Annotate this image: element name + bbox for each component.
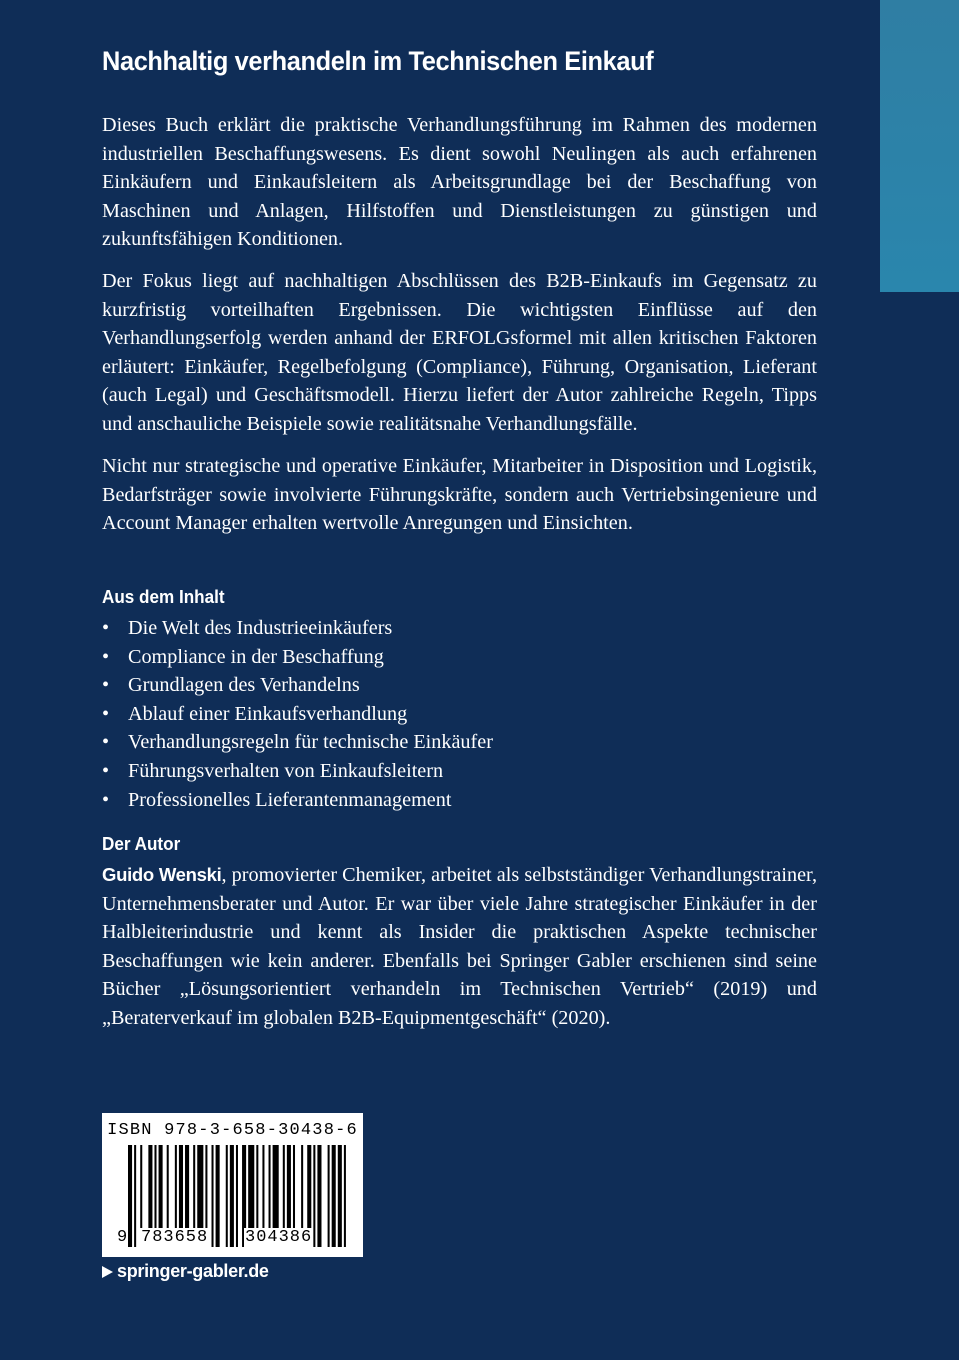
list-item: • Führungsverhalten von Einkaufsleitern [102, 757, 493, 786]
publisher-link[interactable] [102, 1261, 269, 1282]
author-name: Guido Wenski [102, 864, 222, 885]
barcode-digit-first: 9 [117, 1228, 128, 1247]
paragraph-intro: Dieses Buch erklärt die praktische Verhandlungsführung im Rahmen des modernen industriellen Beschaffungswesens. Es dient sowohl Neulingen als auch erfahrenen Einkäufern und Einkaufsleitern als Arbeitsgrundlage bei der Beschaffung von Maschinen und Anlagen, Hilfstoffen und Dienstleistungen zu günstigen und zukunftsfähigen Konditionen. [102, 114, 817, 251]
author-heading: Der Autor [102, 834, 181, 854]
barcode-bar [216, 1145, 220, 1247]
barcode-bar [236, 1145, 238, 1247]
author-bio-text: , promovierter Chemiker, arbeitet als selbstständiger Verhandlungstrainer, Unternehmensberater und Autor. Er war über viele Jahre strategischer Einkäufer in der Halbleiterindustrie und kennt als Insider die praktischen Aspekte technischer Beschaffungen wie kein anderer. Ebenfalls bei Springer Gabler erschienen sind seine Bücher „Lösungsorientiert verhandeln im Technischen Vertrieb“ (2019) und „Beraterverkauf im globalen B2B-Equipmentgeschäft“ (2020). [102, 864, 817, 1029]
barcode-bar [338, 1145, 342, 1247]
barcode-bar [134, 1145, 136, 1247]
barcode-digit-group-2: 304386 [245, 1228, 313, 1247]
isbn-label: ISBN 978-3-658-30438-6 [107, 1121, 358, 1140]
isbn-barcode [102, 1113, 363, 1257]
contents-heading: Aus dem Inhalt [102, 587, 225, 607]
barcode-bar [344, 1145, 346, 1247]
list-item: • Grundlagen des Verhandelns [102, 671, 493, 700]
list-item: • Verhandlungsregeln für technische Einkäufer [102, 728, 493, 757]
barcode-bar [328, 1145, 330, 1247]
barcode-bar [226, 1145, 228, 1247]
contents-list [102, 614, 493, 814]
paragraph-focus: Der Fokus liegt auf nachhaltigen Abschlüssen des B2B-Einkaufs im Gegensatz zu kurzfristig vorteilhaften Ergebnissen. Die wichtigsten Einflüsse auf den Verhandlungserfolg werden anhand der ERFOLGsformel mit allen kritischen Faktoren erläutert: Einkäufer, Regelbefolgung (Compliance), Führung, Organisation, Lieferant (auch Legal) und Geschäftsmodell. Hierzu liefert der Autor zahlreiche Regeln, Tipps und anschauliche Beispiele sowie realitätsnahe Verhandlungsfälle. [102, 270, 817, 435]
barcode-digit-group-1: 783658 [141, 1228, 209, 1247]
list-item: • Die Welt des Industrieeinkäufers [102, 614, 493, 643]
accent-strip [880, 0, 959, 292]
author-bio [102, 861, 817, 1033]
book-title: Nachhaltig verhandeln im Technischen Einkauf [102, 46, 654, 76]
list-item: • Compliance in der Beschaffung [102, 643, 493, 672]
publisher-url: springer-gabler.de [117, 1261, 269, 1281]
barcode-bar [212, 1145, 214, 1247]
barcode-bar [128, 1145, 132, 1247]
barcode-bar [313, 1145, 315, 1247]
barcode-bar [332, 1145, 336, 1247]
arrow-right-icon [102, 1266, 113, 1278]
paragraph-audience: Nicht nur strategische und operative Einkäufer, Mitarbeiter in Disposition und Logistik, Bedarfsträger sowie involvierte Führungskräfte, sondern auch Vertriebsingenieure und Account Manager erhalten wertvolle Anregungen und Einsichten. [102, 455, 817, 535]
barcode-bar [230, 1145, 234, 1247]
list-item: • Professionelles Lieferantenmanagement [102, 786, 493, 815]
list-item: • Ablauf einer Einkaufsverhandlung [102, 700, 493, 729]
barcode-bar [317, 1145, 321, 1247]
